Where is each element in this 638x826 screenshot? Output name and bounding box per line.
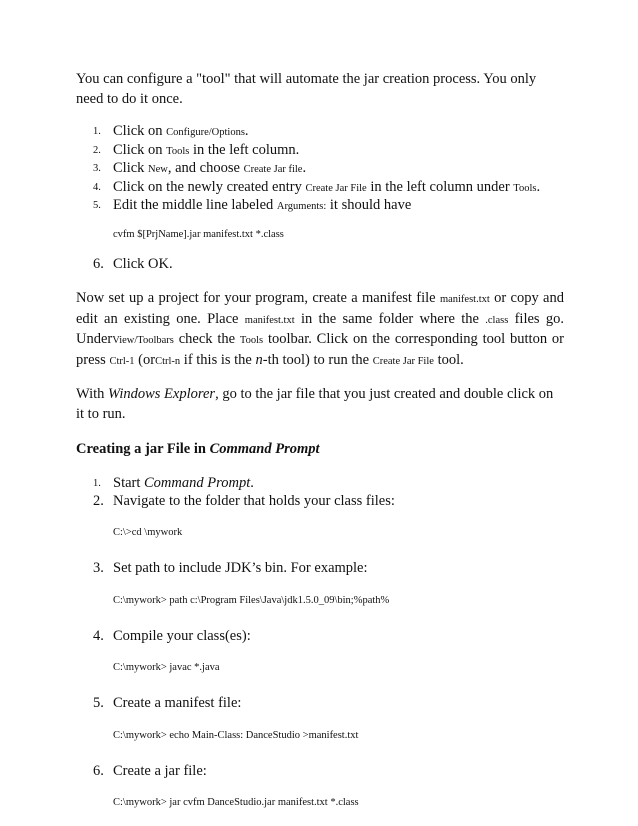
cmd-step-6: 6. Create a jar file: [93, 762, 207, 779]
tool-step-6: 6. Click OK. [93, 255, 173, 272]
cmd-step-6-list [76, 763, 564, 781]
cmd-step-2-code: C:\>cd \mywork [113, 527, 183, 538]
cmd-step-1: 1. Start Command Prompt. [93, 475, 254, 491]
cmd-step-2: 2. Navigate to the folder that holds your class files: [93, 492, 395, 509]
document-content [76, 70, 564, 810]
intro-paragraph: You can configure a "tool" that will automate the jar creation process. You only need to do it once. [76, 71, 537, 107]
cmd-step-3-code: C:\mywork> path c:\Program Files\Java\jdk1.5.0_09\bin;%path% [113, 594, 390, 606]
cmd-steps-list [76, 475, 564, 510]
cmd-step-6-code: C:\mywork> jar cvfm DanceStudio.jar manifest.txt *.class [113, 797, 359, 808]
tool-arguments-code: cvfm $[PrjName].jar manifest.txt *.class [113, 228, 284, 240]
cmd-step-3: 3. Set path to include JDK’s bin. For example: [93, 560, 368, 576]
tool-steps-list [76, 123, 564, 216]
cmd-step-4-code: C:\mywork> javac *.java [113, 662, 220, 673]
cmd-step-5: 5. Create a manifest file: [93, 695, 242, 711]
cmd-step-4-list [76, 628, 564, 646]
tool-step-4: 4. Click on the newly created entry Create Jar File in the left column under Tools. [93, 178, 541, 195]
project-setup-paragraph: Now set up a project for your program, create a manifest file manifest.txt or copy and edit an existing one. Place manifest.txt in the same folder where the .class files go. UnderView/Toolbars check the Tools toolbar. Click on the corresponding tool button or press Ctrl-1 (orCtrl-n if this is the n-th tool) to run the Create Jar File tool. [76, 290, 564, 368]
cmd-step-5-code: C:\mywork> echo Main-Class: DanceStudio >manifest.txt [113, 729, 359, 741]
cmd-step-3-list [76, 560, 564, 578]
cmd-step-5-list [76, 695, 564, 713]
explorer-paragraph: With Windows Explorer, go to the jar file that you just created and double click on it to run. [76, 386, 554, 422]
tool-step-5: 5. Edit the middle line labeled Arguments: it should have [93, 197, 412, 213]
tool-step-1: 1. Click on Configure/Options. [93, 123, 249, 139]
tool-step-3: 3. Click New, and choose Create Jar file. [93, 160, 307, 176]
section-heading: Creating a jar File in Command Prompt [76, 441, 320, 457]
tool-step-2: 2. Click on Tools in the left column. [93, 141, 300, 158]
cmd-step-4: 4. Compile your class(es): [93, 627, 251, 644]
tool-step-6-list [76, 256, 564, 274]
